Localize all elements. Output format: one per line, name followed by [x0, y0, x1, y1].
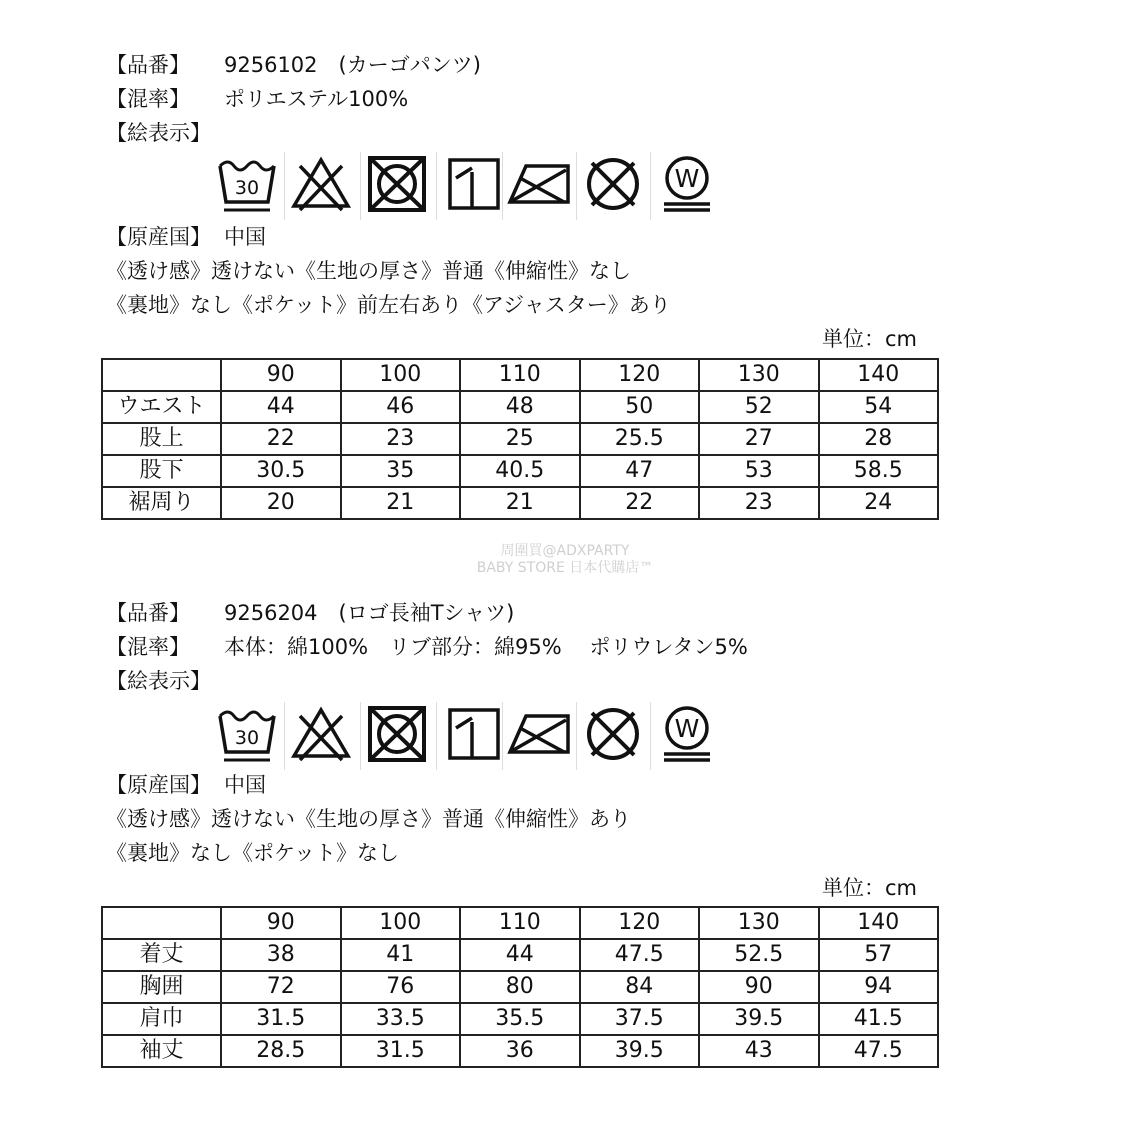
- table-cell: 21: [460, 487, 580, 519]
- table-cell: 58.5: [819, 455, 939, 487]
- watermark: [400, 543, 730, 577]
- table-cell: 35.5: [460, 1003, 580, 1035]
- row-label: 肩巾: [102, 1003, 221, 1035]
- size-header: 130: [699, 907, 819, 939]
- row-label: 着丈: [102, 939, 221, 971]
- svg-text:W: W: [674, 714, 700, 743]
- table-cell: 44: [460, 939, 580, 971]
- size-header: 90: [221, 359, 341, 391]
- table-row: [102, 423, 938, 455]
- table-cell: 90: [699, 971, 819, 1003]
- spec-line-1: 《透け感》透けない《生地の厚さ》普通《伸縮性》あり: [106, 807, 631, 831]
- table-cell: 50: [580, 391, 700, 423]
- table-cell: 43: [699, 1035, 819, 1067]
- row-label: 袖丈: [102, 1035, 221, 1067]
- table-cell: 48: [460, 391, 580, 423]
- origin-line: [106, 220, 266, 254]
- table-row: [102, 487, 938, 519]
- unit-label: 単位：cm: [822, 327, 918, 351]
- table-cell: 28.5: [221, 1035, 341, 1067]
- iron-low-icon: [506, 702, 572, 766]
- table-row: [102, 1003, 938, 1035]
- no-dry-clean-icon: [580, 702, 646, 766]
- corner-cell: [102, 359, 221, 391]
- material-value: ポリエステル100%: [224, 87, 409, 111]
- table-cell: 31.5: [221, 1003, 341, 1035]
- table-cell: 47.5: [580, 939, 700, 971]
- material-label: 【混率】: [106, 87, 190, 111]
- table-cell: 46: [341, 391, 461, 423]
- table-cell: 72: [221, 971, 341, 1003]
- table-cell: 37.5: [580, 1003, 700, 1035]
- corner-cell: [102, 907, 221, 939]
- svg-text:W: W: [674, 164, 700, 193]
- table-row: [102, 971, 938, 1003]
- origin-label: 【原産国】: [106, 225, 211, 249]
- size-header: 110: [460, 907, 580, 939]
- wet-clean-icon: [654, 152, 720, 216]
- table-row: [102, 1035, 938, 1067]
- unit-label: 単位：cm: [822, 876, 918, 900]
- table-cell: 20: [221, 487, 341, 519]
- table-cell: 47: [580, 455, 700, 487]
- origin-label: 【原産国】: [106, 773, 211, 797]
- watermark-line-1: 周圍買@ADXPARTY: [500, 543, 630, 559]
- origin-value: 中国: [224, 773, 266, 797]
- spec-line-1: 《透け感》透けない《生地の厚さ》普通《伸縮性》なし: [106, 259, 631, 283]
- row-label: ウエスト: [102, 391, 221, 423]
- table-row: [102, 939, 938, 971]
- material-value: 本体：綿100% リブ部分：綿95% ポリウレタン5%: [224, 635, 748, 659]
- table-cell: 76: [341, 971, 461, 1003]
- table-cell: 24: [819, 487, 939, 519]
- size-table: [101, 906, 939, 1068]
- svg-text:30: 30: [234, 177, 260, 199]
- origin-line: [106, 768, 266, 802]
- iron-low-icon: [506, 152, 572, 216]
- no-dry-clean-icon: [580, 152, 646, 216]
- table-cell: 28: [819, 423, 939, 455]
- table-cell: 54: [819, 391, 939, 423]
- table-cell: 47.5: [819, 1035, 939, 1067]
- watermark-line-2: BABY STORE 日本代購店™: [476, 560, 654, 576]
- table-cell: 39.5: [699, 1003, 819, 1035]
- size-header: 140: [819, 907, 939, 939]
- care-icons-row: [214, 152, 714, 224]
- care-icons-row: [214, 702, 714, 774]
- table-cell: 25: [460, 423, 580, 455]
- care-label-line: [106, 664, 211, 698]
- table-cell: 22: [580, 487, 700, 519]
- drip-dry-icon: [442, 152, 508, 216]
- table-cell: 31.5: [341, 1035, 461, 1067]
- no-tumble-dry-icon: [364, 152, 430, 216]
- size-header: 110: [460, 359, 580, 391]
- spec-line-2: 《裏地》なし《ポケット》なし: [106, 841, 399, 865]
- wash-30-icon: [214, 152, 280, 216]
- table-cell: 41: [341, 939, 461, 971]
- table-cell: 44: [221, 391, 341, 423]
- table-cell: 52.5: [699, 939, 819, 971]
- table-cell: 41.5: [819, 1003, 939, 1035]
- row-label: 胸囲: [102, 971, 221, 1003]
- table-cell: 33.5: [341, 1003, 461, 1035]
- size-header-row: [102, 359, 938, 391]
- spec-line-2: 《裏地》なし《ポケット》前左右あり《アジャスター》あり: [106, 293, 671, 317]
- item-number-value: 9256204 (ロゴ長袖Tシャツ): [224, 601, 515, 625]
- item-number-value: 9256102 (カーゴパンツ): [224, 53, 481, 77]
- table-row: [102, 455, 938, 487]
- table-cell: 22: [221, 423, 341, 455]
- size-header: 120: [580, 359, 700, 391]
- table-cell: 23: [341, 423, 461, 455]
- table-cell: 53: [699, 455, 819, 487]
- row-label: 股下: [102, 455, 221, 487]
- table-cell: 27: [699, 423, 819, 455]
- table-cell: 36: [460, 1035, 580, 1067]
- table-cell: 30.5: [221, 455, 341, 487]
- no-tumble-dry-icon: [364, 702, 430, 766]
- material-line: [106, 82, 409, 116]
- table-cell: 35: [341, 455, 461, 487]
- table-cell: 25.5: [580, 423, 700, 455]
- table-cell: 21: [341, 487, 461, 519]
- size-header: 130: [699, 359, 819, 391]
- wet-clean-icon: [654, 702, 720, 766]
- no-bleach-icon: [288, 152, 354, 216]
- table-cell: 80: [460, 971, 580, 1003]
- table-cell: 40.5: [460, 455, 580, 487]
- size-header: 140: [819, 359, 939, 391]
- no-bleach-icon: [288, 702, 354, 766]
- item-number-line: [106, 48, 481, 82]
- table-row: [102, 391, 938, 423]
- table-cell: 52: [699, 391, 819, 423]
- table-cell: 38: [221, 939, 341, 971]
- size-header: 100: [341, 907, 461, 939]
- care-label-line: [106, 116, 211, 150]
- size-header: 90: [221, 907, 341, 939]
- row-label: 裾周り: [102, 487, 221, 519]
- table-cell: 57: [819, 939, 939, 971]
- svg-text:30: 30: [234, 727, 260, 749]
- table-cell: 84: [580, 971, 700, 1003]
- drip-dry-icon: [442, 702, 508, 766]
- row-label: 股上: [102, 423, 221, 455]
- table-cell: 39.5: [580, 1035, 700, 1067]
- item-number-line: [106, 596, 515, 630]
- material-line: [106, 630, 748, 664]
- size-header: 120: [580, 907, 700, 939]
- item-number-label: 【品番】: [106, 53, 190, 77]
- care-label: 【絵表示】: [106, 121, 211, 145]
- material-label: 【混率】: [106, 635, 190, 659]
- size-table: [101, 358, 939, 520]
- size-header: 100: [341, 359, 461, 391]
- item-number-label: 【品番】: [106, 601, 190, 625]
- care-label: 【絵表示】: [106, 669, 211, 693]
- wash-30-icon: [214, 702, 280, 766]
- table-cell: 94: [819, 971, 939, 1003]
- size-header-row: [102, 907, 938, 939]
- origin-value: 中国: [224, 225, 266, 249]
- table-cell: 23: [699, 487, 819, 519]
